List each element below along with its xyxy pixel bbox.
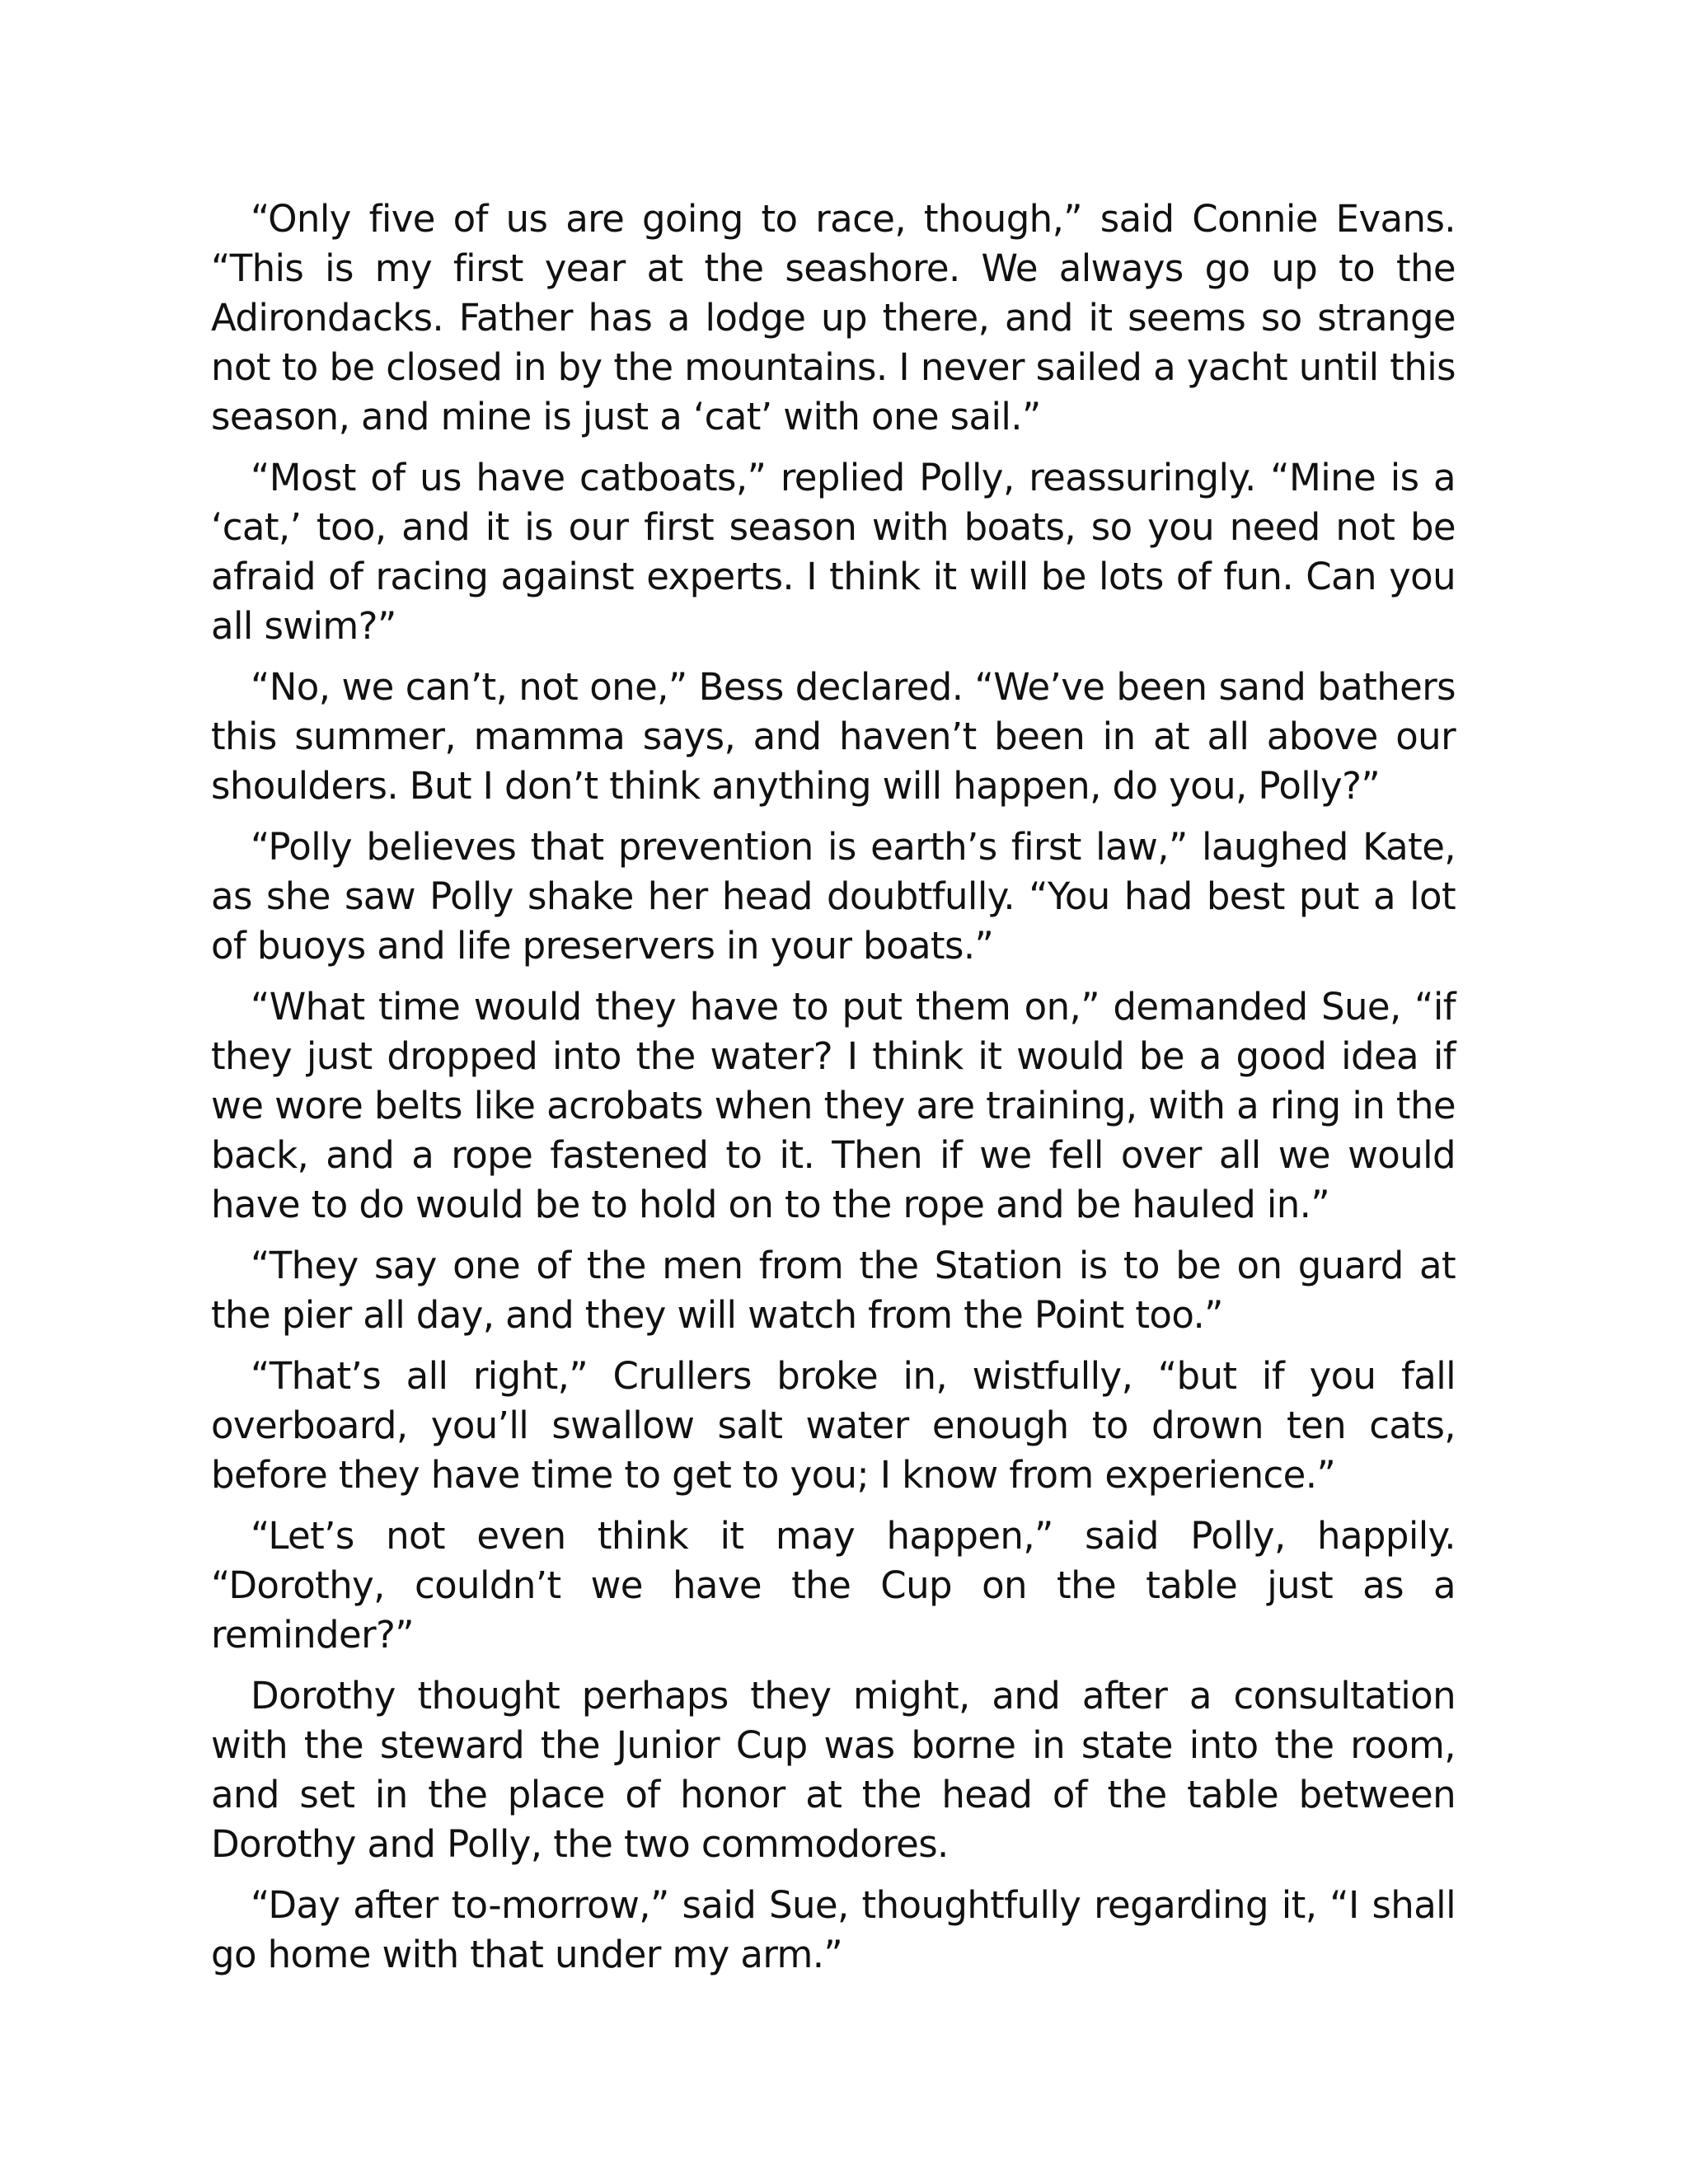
- paragraph-9: Dorothy thought perhaps they might, and after a consultation with the steward the Junior Cup was borne in state into the room, and set in the place of honor at the head of the table between Dorothy and Polly, the two commodores.: [211, 1674, 1456, 1866]
- paragraph-1: “Only five of us are going to race, though,” said Connie Evans. “This is my first year at the seashore. We always go up to the Adirondacks. Father has a lodge up there, and it seems so strange not to be closed in by the mountains. I never sailed a yacht until this season, and mine is just a ‘cat’ with one sail.”: [211, 197, 1456, 438]
- paragraph-3: “No, we can’t, not one,” Bess declared. “We’ve been sand bathers this summer, mamma says, and haven’t been in at all above our shoulders. But I don’t think anything will happen, do you, Polly?”: [211, 665, 1456, 808]
- paragraph-8: “Let’s not even think it may happen,” said Polly, happily. “Dorothy, couldn’t we have the Cup on the table just as a reminder?”: [211, 1514, 1456, 1657]
- paragraph-4: “Polly believes that prevention is earth’s first law,” laughed Kate, as she saw Polly shake her head doubtfully. “You had best put a lot of buoys and life preservers in your boats.”: [211, 825, 1456, 968]
- paragraph-6: “They say one of the men from the Station is to be on guard at the pier all day, and they will watch from the Point too.”: [211, 1244, 1456, 1337]
- page-text: [211, 194, 1456, 1991]
- paragraph-10: “Day after to-morrow,” said Sue, thoughtfully regarding it, “I shall go home with that under my arm.”: [211, 1883, 1456, 1976]
- paragraph-5: “What time would they have to put them on,” demanded Sue, “if they just dropped into the water? I think it would be a good idea if we wore belts like acrobats when they are training, with a ring in the back, and a rope fastened to it. Then if we fell over all we would have to do would be to hold on to the rope and be hauled in.”: [211, 985, 1456, 1226]
- paragraph-7: “That’s all right,” Crullers broke in, wistfully, “but if you fall overboard, you’ll swallow salt water enough to drown ten cats, before they have time to get to you; I know from experience.”: [211, 1354, 1456, 1497]
- paragraph-2: “Most of us have catboats,” replied Polly, reassuringly. “Mine is a ‘cat,’ too, and it is our first season with boats, so you need not be afraid of racing against experts. I think it will be lots of fun. Can you all swim?”: [211, 456, 1456, 648]
